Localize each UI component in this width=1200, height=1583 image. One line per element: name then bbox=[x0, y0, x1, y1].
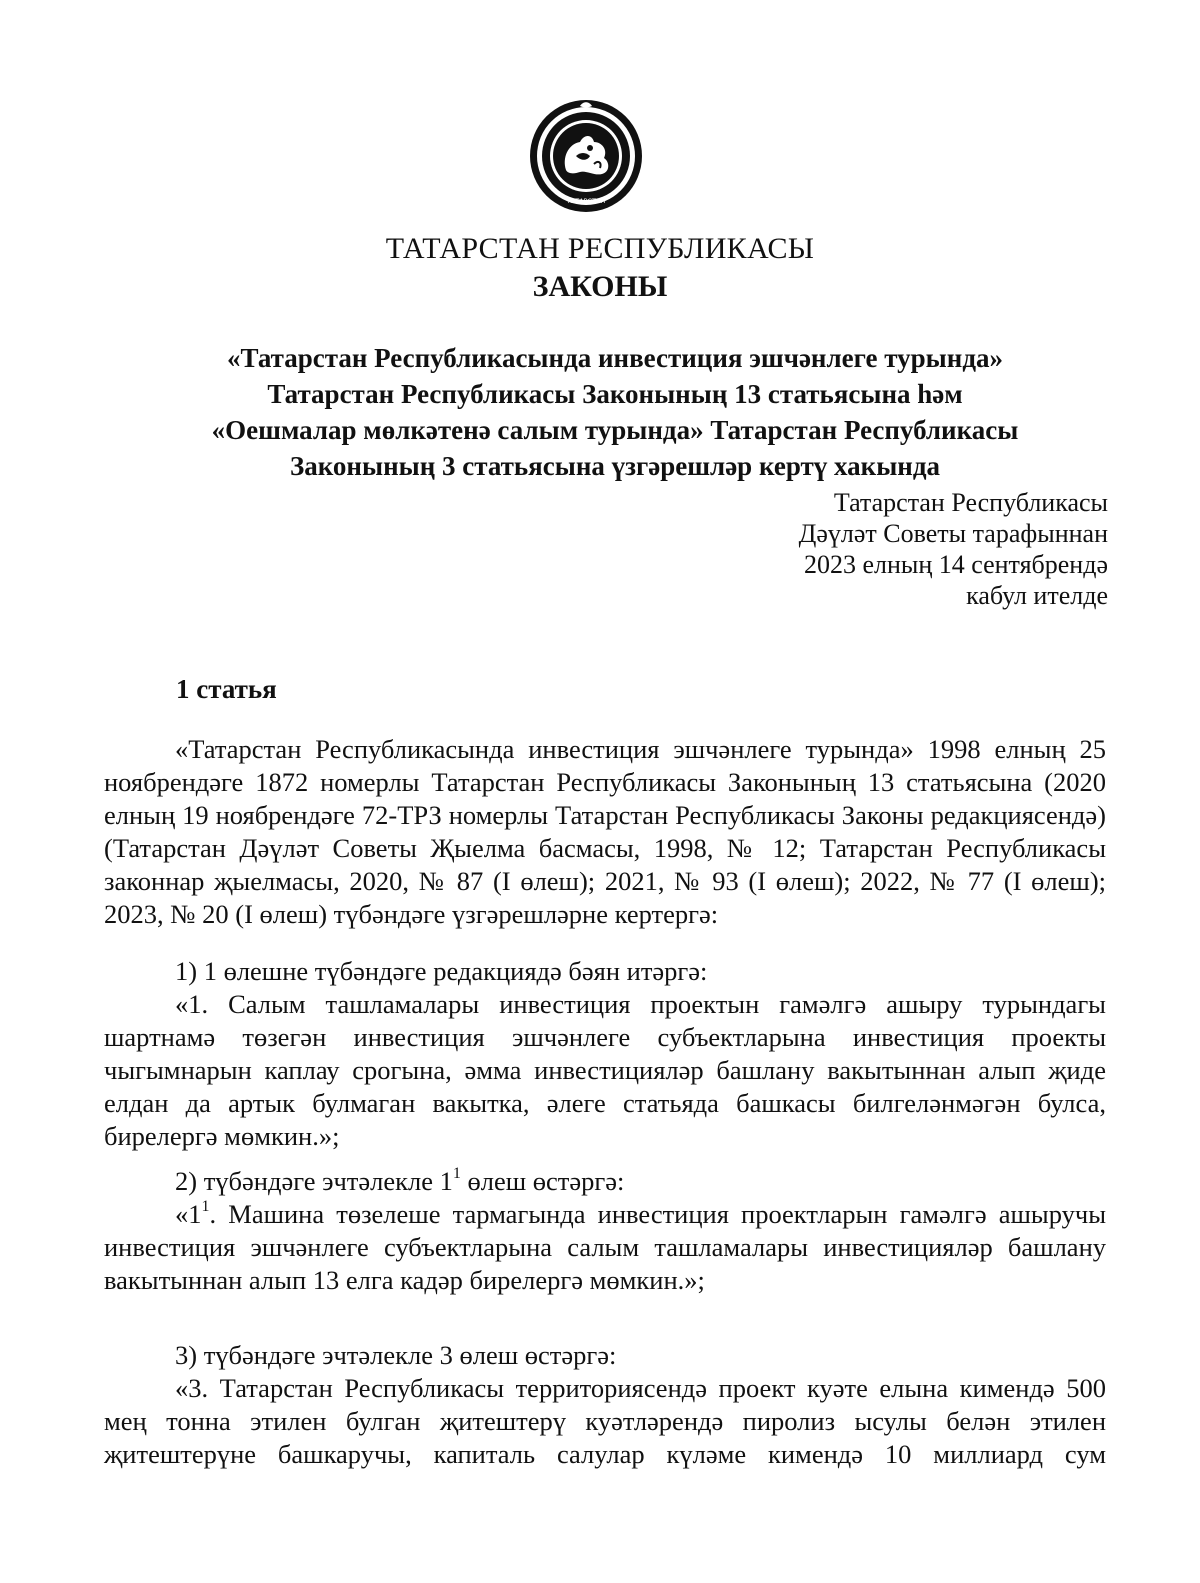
amendment-lead: 1) 1 өлешне түбәндәге редакциядә бәян итәргә: bbox=[175, 956, 708, 986]
adoption-line: 2023 елның 14 сентябрендә bbox=[803, 550, 1108, 579]
document-type: ЗАКОНЫ bbox=[532, 270, 668, 303]
amendment-lead bbox=[104, 1165, 1106, 1198]
coat-of-arms-emblem bbox=[528, 98, 644, 214]
amendment-item-3 bbox=[104, 1339, 1106, 1471]
amendment-text: «3. Татарстан Республикасы территориясендә проект куәте елына кимендә 500 мең тонна этилен булган җитештерү куәтләрендә пиролиз ысулы белән этилен җитештерүне башкаручы, капиталь салулар күләме кимендә 10 миллиард сум bbox=[104, 1373, 1106, 1469]
amendment-lead: 3) түбәндәге эчтәлекле 3 өлеш өстәргә: bbox=[175, 1340, 617, 1370]
superscript: 1 bbox=[201, 1198, 210, 1216]
adoption-note bbox=[799, 487, 1108, 611]
law-title-line: «Татарстан Республикасында инвестиция эшчәнлеге турында» bbox=[227, 343, 1003, 373]
amendment-item-1 bbox=[104, 955, 1106, 1153]
law-title-line: Законының 3 статьясына үзгәрешләр кертү хакында bbox=[289, 451, 940, 481]
amendment-lead-text: 2) түбәндәге эчтәлекле 1 bbox=[175, 1166, 453, 1196]
amendment-text: «1. Салым ташламалары инвестиция проектын гамәлгә ашыру турындагы шартнамә төзегән инвестиция эшчәнлеге субъектларына инвестиция проекты чыгымнарын каплау срогына, әмма инвестицияләр башлану вакытыннан алып җиде елдан да артык булмаган вакытка, әлеге статьяда башкасы билгеләнмәгән булса, бирелергә мөмкин.»; bbox=[104, 989, 1106, 1151]
republic-name: ТАТАРСТАН РЕСПУБЛИКАСЫ bbox=[385, 232, 815, 265]
amendment-text bbox=[104, 1198, 1106, 1297]
adoption-line: кабул ителде bbox=[966, 581, 1108, 610]
article-heading: 1 статья bbox=[176, 674, 277, 704]
superscript: 1 bbox=[452, 1165, 461, 1183]
emblem-ring-text: ТАТАРСТАН bbox=[566, 197, 606, 205]
law-title-line: «Оешмалар мөлкәтенә салым турында» Татарстан Республикасы bbox=[211, 415, 1019, 445]
amendment-text-part: «1 bbox=[175, 1199, 202, 1229]
law-title-line: Татарстан Республикасы Законының 13 статьясына һәм bbox=[267, 379, 963, 409]
adoption-line: Дәүләт Советы тарафыннан bbox=[798, 519, 1108, 548]
article-intro-paragraph: «Татарстан Республикасында инвестиция эшчәнлеге турында» 1998 елның 25 ноябрендәге 1872 номерлы Татарстан Республикасы Законының 13 статьясына (2020 елның 19 ноябрендәге 72-ТРЗ номерлы Татарстан Республикасы Законы редакциясендә) (Татарстан Дәүләт Советы Җыелма басмасы, 1998, № 12; Татарстан Республикасы законнар җыелмасы, 2020, № 87 (I өлеш); 2021, № 93 (I өлеш); 2022, № 77 (I өлеш); 2023, № 20 (I өлеш) түбәндәге үзгәрешләрне кертергә: bbox=[104, 734, 1106, 929]
law-title bbox=[120, 340, 1110, 484]
amendment-text-part: . Машина төзелеше тармагында инвестиция проектларын гамәлгә ашыручы инвестиция эшчәнлеге субъектларына салым ташламалары инвестицияләр башлану вакытыннан алып 13 елга кадәр бирелергә мөмкин.»; bbox=[104, 1199, 1106, 1295]
amendment-item-2 bbox=[104, 1165, 1106, 1297]
adoption-line: Татарстан Республикасы bbox=[833, 488, 1108, 517]
amendment-lead-text: өлеш өстәргә: bbox=[460, 1166, 625, 1196]
